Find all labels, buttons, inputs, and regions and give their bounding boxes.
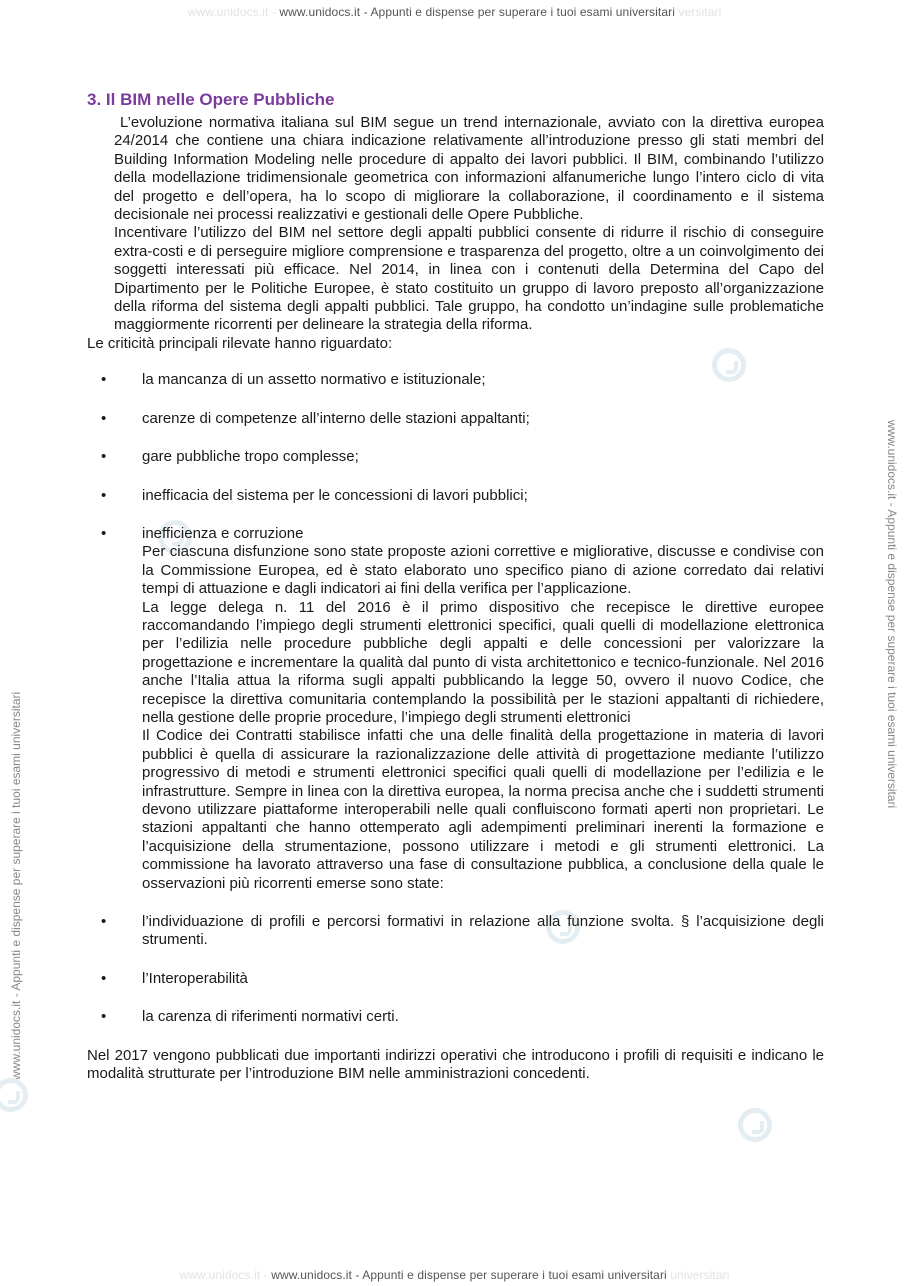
bullet-icon: • bbox=[101, 486, 107, 504]
list-item-paragraph: Per ciascuna disfunzione sono state proposte azioni correttive e migliorative, discusse e condivise con la Commissione Europea, ed è stato elaborato uno specifico piano di azione corredato dai relativi tempi di attuazione e dagli indicatori ai fini della verifica per l’applicazione. bbox=[142, 543, 824, 598]
list-item-paragraph: Il Codice dei Contratti stabilisce infatti che una delle finalità della progettazione in materia di lavori pubblici è quella di assicurare la razionalizzazione delle attività di progettazione mediante l’utilizzo progressivo di metodi e strumenti elettronici specifici quali quelli di modellazione per l’edilizia e le infrastrutture. Sempre in linea con la direttiva europea, la norma precisa anche che i suddetti strumenti devono utilizzare piattaforme interoperabili nelle quali confluiscono formati aperti non proprietari. Le stazioni appaltanti che hanno ottemperato agli adempimenti preliminari inerenti la formazione e l’acquisizione della strumentazione, possono utilizzare i metodi e gli strumenti elettronici. La commissione ha lavorato attraverso una fase di consultazione pubblica, a conclusione della quale le osservazioni più ricorrenti emerse sono state: bbox=[142, 727, 824, 892]
document-body bbox=[87, 90, 824, 1083]
page-footer bbox=[0, 1268, 909, 1282]
list-item: • l’individuazione di profili e percorsi formativi in relazione alla funzione svolta. § l’acquisizione degli strumenti. bbox=[101, 913, 824, 949]
list-item-paragraph: La legge delega n. 11 del 2016 è il primo dispositivo che recepisce le direttive europee raccomandando l’impiego degli strumenti elettronici specifici, quali quelli di modellazione elettronica per l’edilizia nelle procedure pubbliche degli appalti e delle concessioni per valorizzare la progettazione e incrementare la qualità dal punto di vista architettonico e tecnico-funzionale. Nel 2016 anche l’Italia attua la riforma sugli appalti pubblicando la legge 50, ovvero il nuovo Codice, che recepisce la direttiva comunitaria contemplando la possibilità per le stazioni appaltanti di richiedere, nella gestione delle proprie procedure, l’impiego degli strumenti elettronici bbox=[142, 598, 824, 726]
list-item-title: inefficienza e corruzione bbox=[142, 524, 304, 542]
header-text: www.unidocs.it - Appunti e dispense per superare i tuoi esami universitari bbox=[279, 5, 675, 19]
side-watermark-right: www.unidocs.it - Appunti e dispense per superare i tuoi esami universitari bbox=[885, 420, 899, 809]
footer-ghost-right: universitari bbox=[670, 1268, 730, 1282]
page-header bbox=[0, 5, 909, 19]
paragraph-2: Incentivare l’utilizzo del BIM nel settore degli appalti pubblici consente di ridurre il rischio di conseguire extra-costi e di perseguire migliore comprensione e trasparenza del progetto, oltre a un coinvolgimento dei soggetti interessati più efficace. Nel 2014, in linea con i contenuti della Determina del Capo del Dipartimento per le Politiche Europee, è stato costituito un gruppo di lavoro preposto all’organizzazione della riforma del sistema degli appalti pubblici. Tale gruppo, ha condotto un’indagine sulle problematiche maggiormente ricorrenti per delineare la strategia della riforma. bbox=[114, 224, 824, 334]
list-item: • la mancanza di un assetto normativo e istituzionale; bbox=[101, 371, 486, 389]
criticality-list bbox=[87, 371, 824, 893]
header-ghost-right: versitari bbox=[678, 5, 722, 19]
list-item: • gare pubbliche tropo complesse; bbox=[101, 448, 359, 466]
list-item: • inefficacia del sistema per le concessioni di lavori pubblici; bbox=[101, 486, 528, 504]
bullet-icon: • bbox=[101, 371, 107, 389]
side-watermark-left: www.unidocs.it - Appunti e dispense per superare i tuoi esami universitari bbox=[9, 691, 23, 1080]
list-item: • l’Interoperabilità bbox=[101, 969, 248, 987]
observations-list bbox=[87, 913, 824, 1027]
footer-ghost-left: www.unidocs.it - bbox=[179, 1268, 268, 1282]
bullet-icon: • bbox=[101, 1008, 107, 1026]
section-title: 3. Il BIM nelle Opere Pubbliche bbox=[87, 90, 335, 109]
header-ghost-left: www.unidocs.it - bbox=[187, 5, 276, 19]
closing-paragraph: Nel 2017 vengono pubblicati due importanti indirizzi operativi che introducono i profili di requisiti e indicano le modalità strutturate per l’introduzione BIM nelle amministrazioni concedenti. bbox=[87, 1046, 824, 1083]
bullet-icon: • bbox=[101, 409, 107, 427]
bullet-icon: • bbox=[101, 913, 107, 931]
paragraph-1: L’evoluzione normativa italiana sul BIM segue un trend internazionale, avviato con la direttiva europea 24/2014 che contiene una chiara indicazione relativamente all’introduzione presso gli stati membri del Building Information Modeling nelle procedure di appalto dei lavori pubblici. Il BIM, combinando l’utilizzo della modellazione tridimensionale geometrica con informazioni alfanumeriche lungo l’intero ciclo di vita del progetto e dell’opera, ha lo scopo di migliorare la collaborazione, il coordinamento e il sistema decisionale nei processi realizzativi e gestionali delle Opere Pubbliche. bbox=[114, 114, 824, 224]
bullet-icon: • bbox=[101, 969, 107, 987]
list-item bbox=[87, 525, 824, 893]
list-item: • la carenza di riferimenti normativi certi. bbox=[101, 1008, 399, 1026]
bullet-icon: • bbox=[101, 448, 107, 466]
watermark-logo-icon bbox=[738, 1108, 772, 1142]
watermark-logo-icon bbox=[0, 1078, 28, 1112]
footer-text: www.unidocs.it - Appunti e dispense per superare i tuoi esami universitari bbox=[271, 1268, 667, 1282]
bullet-icon: • bbox=[101, 524, 107, 542]
paragraph-3: Le criticità principali rilevate hanno riguardato: bbox=[87, 334, 393, 352]
list-item: • carenze di competenze all’interno delle stazioni appaltanti; bbox=[101, 409, 530, 427]
